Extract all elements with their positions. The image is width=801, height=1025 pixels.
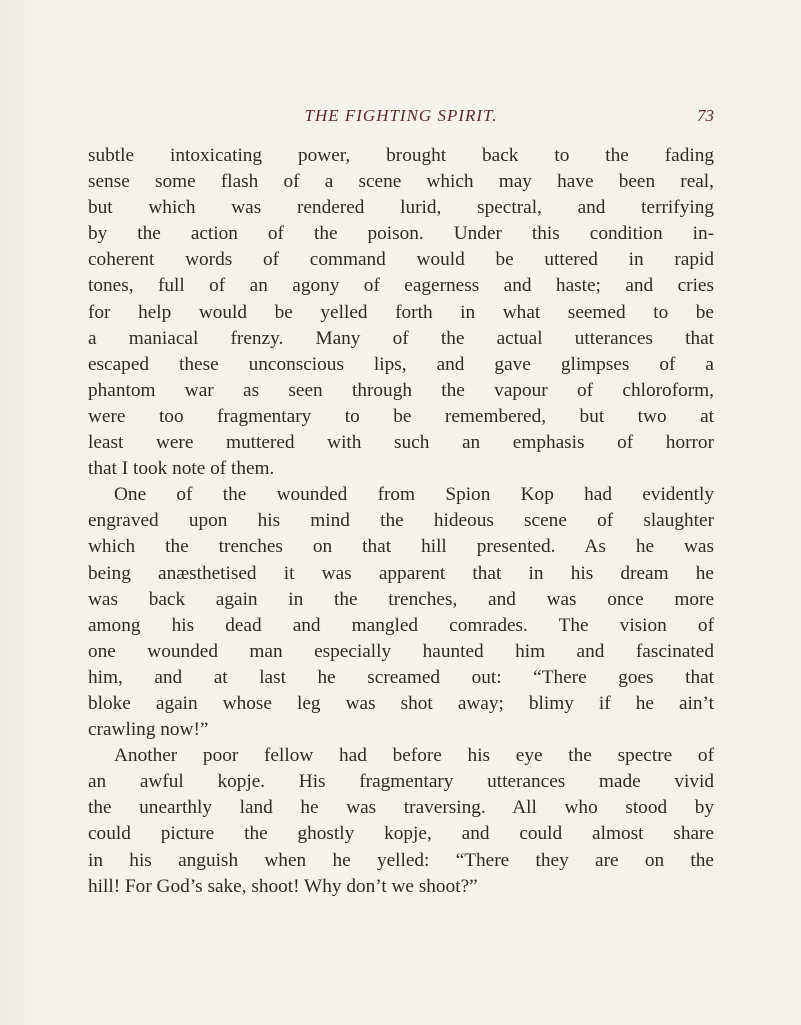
- text-line: among his dead and mangled comrades. The vision of: [88, 614, 714, 636]
- text-line: the unearthly land he was traversing. All who stood by: [88, 797, 714, 819]
- text-line: tones, full of an agony of eagerness and haste; and cries: [88, 275, 714, 297]
- text-line: that I took note of them.: [88, 458, 275, 480]
- body-text: [88, 143, 714, 900]
- text-line: were too fragmentary to be remembered, but two at: [88, 405, 714, 427]
- text-line: sense some flash of a scene which may have been real,: [88, 171, 714, 193]
- text-line: but which was rendered lurid, spectral, and terrifying: [88, 197, 714, 219]
- text-line: engraved upon his mind the hideous scene of slaughter: [88, 510, 714, 532]
- running-head: [88, 106, 714, 132]
- text-line: Another poor fellow had before his eye the spectre of: [114, 745, 714, 767]
- text-line: being anæsthetised it was apparent that in his dream he: [88, 562, 714, 584]
- text-line: least were muttered with such an emphasis of horror: [88, 432, 714, 454]
- text-line: in his anguish when he yelled: “There they are on the: [88, 849, 714, 871]
- text-line: him, and at last he screamed out: “There goes that: [88, 666, 714, 688]
- text-line: One of the wounded from Spion Kop had evidently: [114, 484, 714, 506]
- text-line: a maniacal frenzy. Many of the actual utterances that: [88, 327, 714, 349]
- text-line: could picture the ghostly kopje, and could almost share: [88, 823, 714, 845]
- text-line: crawling now!”: [88, 719, 209, 741]
- page-number: 73: [697, 106, 714, 125]
- text-line: for help would be yelled forth in what seemed to be: [88, 301, 714, 323]
- text-line: coherent words of command would be uttered in rapid: [88, 249, 714, 271]
- text-line: phantom war as seen through the vapour of chloroform,: [88, 379, 714, 401]
- text-line: escaped these unconscious lips, and gave glimpses of a: [88, 353, 714, 375]
- running-title: THE FIGHTING SPIRIT.: [304, 106, 498, 125]
- text-line: which the trenches on that hill presented. As he was: [88, 536, 714, 558]
- text-line: one wounded man especially haunted him and fascinated: [88, 640, 714, 662]
- text-line: an awful kopje. His fragmentary utterances made vivid: [88, 771, 714, 793]
- text-line: bloke again whose leg was shot away; blimy if he ain’t: [88, 692, 714, 714]
- text-line: hill! For God’s sake, shoot! Why don’t we shoot?”: [88, 875, 478, 897]
- text-line: subtle intoxicating power, brought back to the fading: [88, 145, 714, 166]
- text-line: was back again in the trenches, and was once more: [88, 588, 714, 610]
- text-line: by the action of the poison. Under this condition in-: [88, 223, 714, 245]
